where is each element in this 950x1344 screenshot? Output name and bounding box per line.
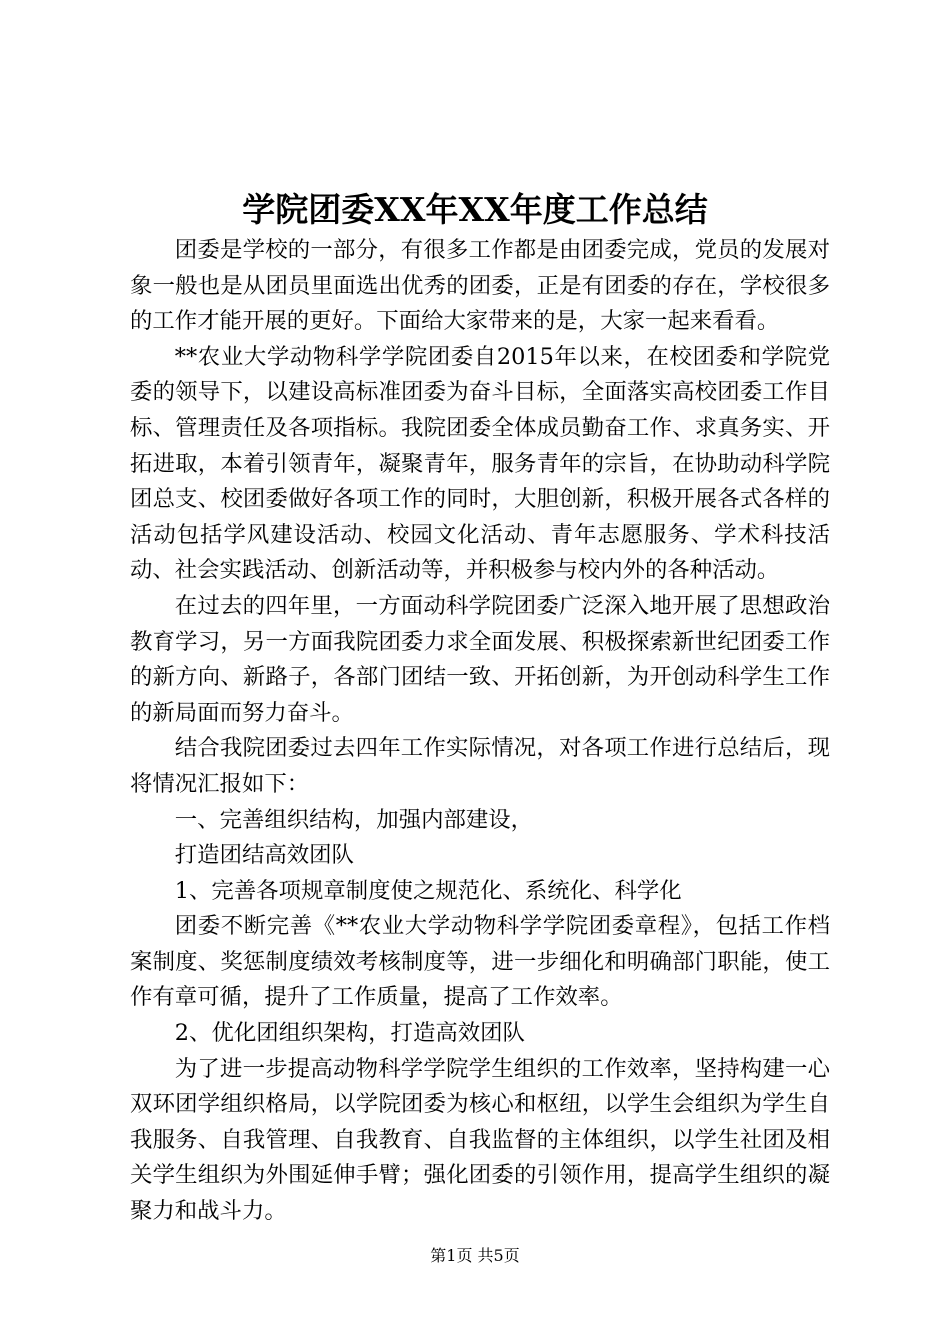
paragraph-overview: **农业大学动物科学学院团委自2015年以来，在校团委和学院党委的领导下，以建设高标准团委为奋斗目标，全面落实高校团委工作目标、管理责任及各项指标。我院团委全体成员勤奋工作、求真务实、开拓进取，本着引领青年，凝聚青年，服务青年的宗旨，在协助动科学院团总支、校团委做好各项工作的同时，大胆创新，积极开展各式各样的活动包括学风建设活动、校园文化活动、青年志愿服务、学术科技活动、社会实践活动、创新活动等，并积极参与校内外的各种活动。 [130,343,830,584]
page-footer: 第1页 共5页 [430,1246,520,1265]
paragraph-intro: 团委是学校的一部分，有很多工作都是由团委完成，党员的发展对象一般也是从团员里面选出优秀的团委，正是有团委的存在，学校很多的工作才能开展的更好。下面给大家带来的是，大家一起来看看。 [130,237,830,335]
paragraph-summary-lead: 结合我院团委过去四年工作实际情况，对各项工作进行总结后，现将情况汇报如下： [130,735,830,797]
subsection-heading-1: 1、完善各项规章制度使之规范化、系统化、科学化 [174,877,682,904]
section-heading-1: 一、完善组织结构，加强内部建设， [174,806,534,833]
paragraph-rules: 团委不断完善《**农业大学动物科学学院团委章程》，包括工作档案制度、奖惩制度绩效考核制度等，进一步细化和明确部门职能，使工作有章可循，提升了工作质量，提高了工作效率。 [130,913,830,1011]
document-body [130,233,830,1230]
document-title: 学院团委XX年XX年度工作总结 [242,190,708,229]
paragraph-structure: 为了进一步提高动物科学学院学生组织的工作效率，坚持构建一心双环团学组织格局，以学院团委为核心和枢纽，以学生会组织为学生自我服务、自我管理、自我教育、自我监督的主体组织，以学生社团及相关学生组织为外围延伸手臂；强化团委的引领作用，提高学生组织的凝聚力和战斗力。 [130,1055,830,1225]
subsection-heading-2: 2、优化团组织架构，打造高效团队 [174,1020,525,1047]
section-heading-1-cont: 打造团结高效团队 [174,842,354,869]
paragraph-past-four-years: 在过去的四年里，一方面动科学院团委广泛深入地开展了思想政治教育学习，另一方面我院团委力求全面发展、积极探索新世纪团委工作的新方向、新路子，各部门团结一致、开拓创新，为开创动科学生工作的新局面而努力奋斗。 [130,592,830,726]
